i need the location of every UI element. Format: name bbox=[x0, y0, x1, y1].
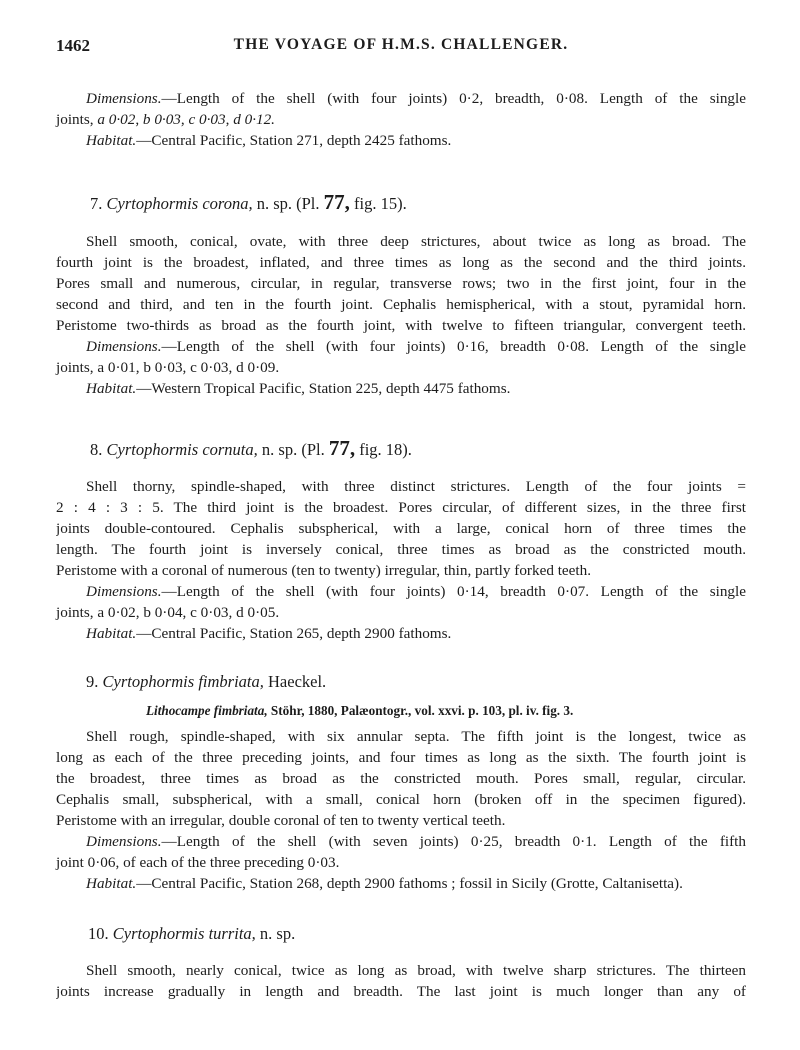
habitat-line: Habitat.—Central Pacific, Station 271, depth 2425 fathoms. bbox=[86, 132, 452, 149]
description-line: second and third, and ten in the fourth joint. Cephalis hemispherical, with a stout, pyramidal horn. bbox=[56, 296, 746, 313]
habitat-line: Habitat.—Central Pacific, Station 268, depth 2900 fathoms ; fossil in Sicily (Grotte, Caltanisetta). bbox=[86, 875, 683, 892]
synonym-citation: Lithocampe fimbriata, Stöhr, 1880, Palæontogr., vol. xxvi. p. 103, pl. iv. fig. 3. bbox=[146, 703, 574, 718]
dimensions-line: Dimensions.—Length of the shell (with four joints) 0·16, breadth 0·08. Length of the single bbox=[86, 338, 746, 355]
habitat-line: Habitat.—Western Tropical Pacific, Station 225, depth 4475 fathoms. bbox=[86, 380, 511, 397]
description-line: Peristome with an irregular, double coronal of ten to twenty vertical teeth. bbox=[56, 812, 506, 829]
description-line: fourth joint is the broadest, inflated, and three times as long as the second and the third joints. bbox=[56, 254, 746, 271]
page-number: 1462 bbox=[56, 36, 90, 55]
species-heading-7: 7. Cyrtophormis corona, n. sp. (Pl. 77, fig. 15). bbox=[90, 190, 407, 214]
description-line: Peristome with a coronal of numerous (ten to twenty) irregular, thin, partly forked teeth. bbox=[56, 562, 592, 579]
dimensions-line: Dimensions.—Length of the shell (with four joints) 0·14, breadth 0·07. Length of the single bbox=[86, 583, 746, 600]
dimensions-line-cont: joint 0·06, of each of the three preceding 0·03. bbox=[56, 854, 340, 871]
description-line: Shell thorny, spindle-shaped, with three distinct strictures. Length of the four joints = bbox=[86, 478, 746, 495]
species-heading-10: 10. Cyrtophormis turrita, n. sp. bbox=[88, 924, 296, 943]
description-line: length. The fourth joint is inversely conical, three times as broad as the constricted mouth. bbox=[56, 541, 746, 558]
dimensions-line-cont: joints, a 0·02, b 0·04, c 0·03, d 0·05. bbox=[56, 604, 280, 621]
description-line: Pores small and numerous, circular, in regular, transverse rows; two in the first joint, four in the bbox=[56, 275, 746, 292]
description-line: Cephalis small, subspherical, with a small, conical horn (broken off in the specimen figured). bbox=[56, 791, 746, 808]
description-line: Shell smooth, conical, ovate, with three deep strictures, about twice as long as broad. The bbox=[86, 233, 746, 250]
description-line: Peristome two-thirds as broad as the fourth joint, with twelve to fifteen triangular, convergent teeth. bbox=[56, 317, 746, 334]
dimensions-line-cont: joints, a 0·01, b 0·03, c 0·03, d 0·09. bbox=[56, 359, 280, 376]
species-heading-8: 8. Cyrtophormis cornuta, n. sp. (Pl. 77, fig. 18). bbox=[90, 436, 412, 460]
description-line: joints double-contoured. Cephalis subspherical, with a large, conical horn of three times the bbox=[56, 520, 746, 537]
habitat-line: Habitat.—Central Pacific, Station 265, depth 2900 fathoms. bbox=[86, 625, 452, 642]
species-heading-9: 9. Cyrtophormis fimbriata, Haeckel. bbox=[86, 672, 327, 691]
description-line: long as each of the three preceding joints, and four times as long as the sixth. The fourth joint is bbox=[56, 749, 746, 766]
description-line: joints increase gradually in length and breadth. The last joint is much longer than any of bbox=[56, 983, 746, 1000]
running-title: THE VOYAGE OF H.M.S. CHALLENGER. bbox=[233, 36, 569, 53]
description-line: Shell rough, spindle-shaped, with six annular septa. The fifth joint is the longest, twice as bbox=[86, 728, 746, 745]
dimensions-line-cont: joints, a 0·02, b 0·03, c 0·03, d 0·12. bbox=[56, 111, 275, 128]
dimensions-line: Dimensions.—Length of the shell (with four joints) 0·2, breadth, 0·08. Length of the single bbox=[86, 90, 746, 107]
page-header bbox=[56, 36, 746, 60]
description-line: Shell smooth, nearly conical, twice as long as broad, with twelve sharp strictures. The thirteen bbox=[86, 962, 746, 979]
description-line: the broadest, three times as broad as the constricted mouth. Pores small, regular, circular. bbox=[56, 770, 746, 787]
description-line: 2 : 4 : 3 : 5. The third joint is the broadest. Pores circular, of different sizes, in the three first bbox=[56, 499, 746, 516]
dimensions-line: Dimensions.—Length of the shell (with seven joints) 0·25, breadth 0·1. Length of the fifth bbox=[86, 833, 746, 850]
